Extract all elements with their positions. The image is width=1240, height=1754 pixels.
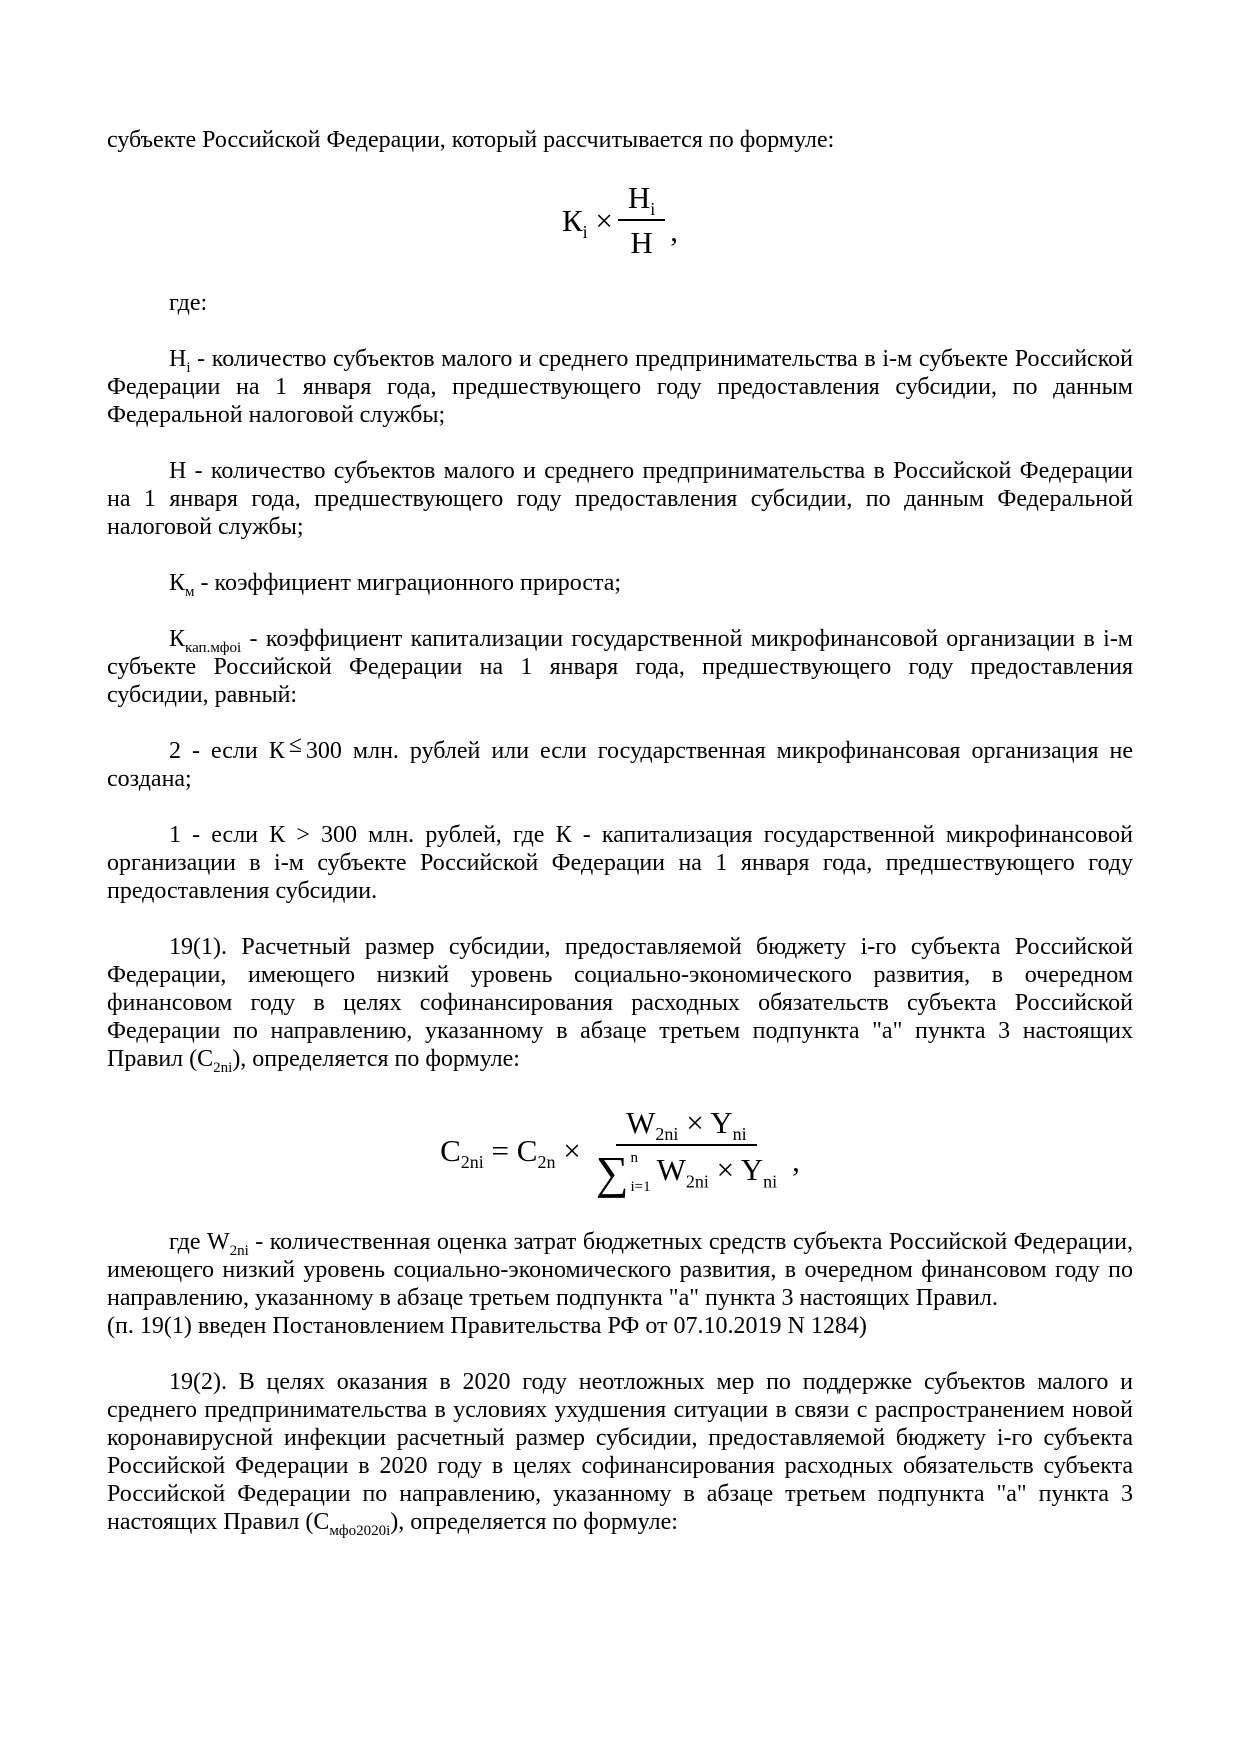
fraction: [586, 1105, 787, 1196]
paragraph-note-19-1: (п. 19(1) введен Постановлением Правительства РФ от 07.10.2019 N 1284): [107, 1313, 867, 1339]
formula-comma: ,: [670, 212, 679, 248]
paragraph-km-definition: $К_м$ - коэффициент миграционного прироста;: [169, 570, 622, 600]
paragraph-hi-definition: $H_i$ - количество субъектов малого и среднего предпринимательства в i-м субъекте Российской Федерации на 1 января года, предшествующего году предоставления субсидии, по данным Федеральной налоговой службы;: [107, 346, 1133, 428]
formula-comma: ,: [792, 1142, 800, 1178]
paragraph-w2ni-definition: где $W_{2ni}$ - количественная оценка затрат бюджетных средств субъекта Российской Федерации, имеющего низкий уровень социально-экономического развития, в очередном финансовом году по направлению, указанному в абзаце третьем подпункта "а" пункта 3 настоящих Правил.: [107, 1229, 1133, 1311]
fraction-numerator: $W_{2ni} \times Y_{ni}$: [616, 1105, 757, 1146]
formula-c2ni: [107, 1105, 1133, 1196]
paragraph-19-1: 19(1). Расчетный размер субсидии, предоставляемой бюджету i-го субъекта Российской Федерации, имеющего низкий уровень социально-экономического развития, в очередном финансовом году в целях софинансирования расходных обязательств субъекта Российской Федерации по направлению, указанному в абзаце третьем подпункта "а" пункта 3 настоящих Правил $(С_{2ni})$, определяется по формуле:: [107, 934, 1133, 1076]
paragraph-19-2: 19(2). В целях оказания в 2020 году неотложных мер по поддержке субъектов малого и среднего предпринимательства в условиях ухудшения ситуации в связи с распространением новой коронавирусной инфекции расчетный размер субсидии, предоставляемой бюджету i-го субъекта Российской Федерации в 2020 году в целях софинансирования расходных обязательств субъекта Российской Федерации по направлению, указанному в абзаце третьем подпункта "а" пункта 3 настоящих Правил $(С_{мфо2020i})$, определяется по формуле:: [107, 1369, 1133, 1539]
fraction-numerator: $H_i$: [618, 180, 665, 221]
paragraph-intro: субъекте Российской Федерации, который рассчитывается по формуле:: [107, 127, 835, 153]
fraction: [618, 180, 665, 261]
paragraph-kkap-definition: $К_{кап.мфоi}$ - коэффициент капитализации государственной микрофинансовой организации в i-м субъекте Российской Федерации на 1 января года, предшествующего году предоставления субсидии, равный:: [107, 626, 1133, 708]
paragraph-case-1: 1 - если К > 300 млн. рублей, где К - капитализация государственной микрофинансовой организации в i-м субъекте Российской Федерации на 1 января года, предшествующего году предоставления субсидии.: [107, 822, 1133, 904]
paragraph-case-2: 2 - если К ≤ 300 млн. рублей или если государственная микрофинансовая организация не создана;: [107, 732, 1133, 792]
formula-lhs: $К_i$ ×: [561, 202, 613, 242]
formula-ki-share: [107, 180, 1133, 261]
paragraph-h-definition: Н - количество субъектов малого и среднего предпринимательства в Российской Федерации на 1 января года, предшествующего году предоставления субсидии, по данным Федеральной налоговой службы;: [107, 458, 1133, 540]
formula-lhs: $C_{2ni} = C_{2n}$ ×: [440, 1132, 581, 1172]
paragraph-gde: где:: [169, 290, 208, 316]
fraction-denominator: ∑ n i=1 $W_{2ni} \times Y_{ni}$: [595, 1147, 778, 1198]
fraction-denominator: H: [630, 225, 653, 260]
